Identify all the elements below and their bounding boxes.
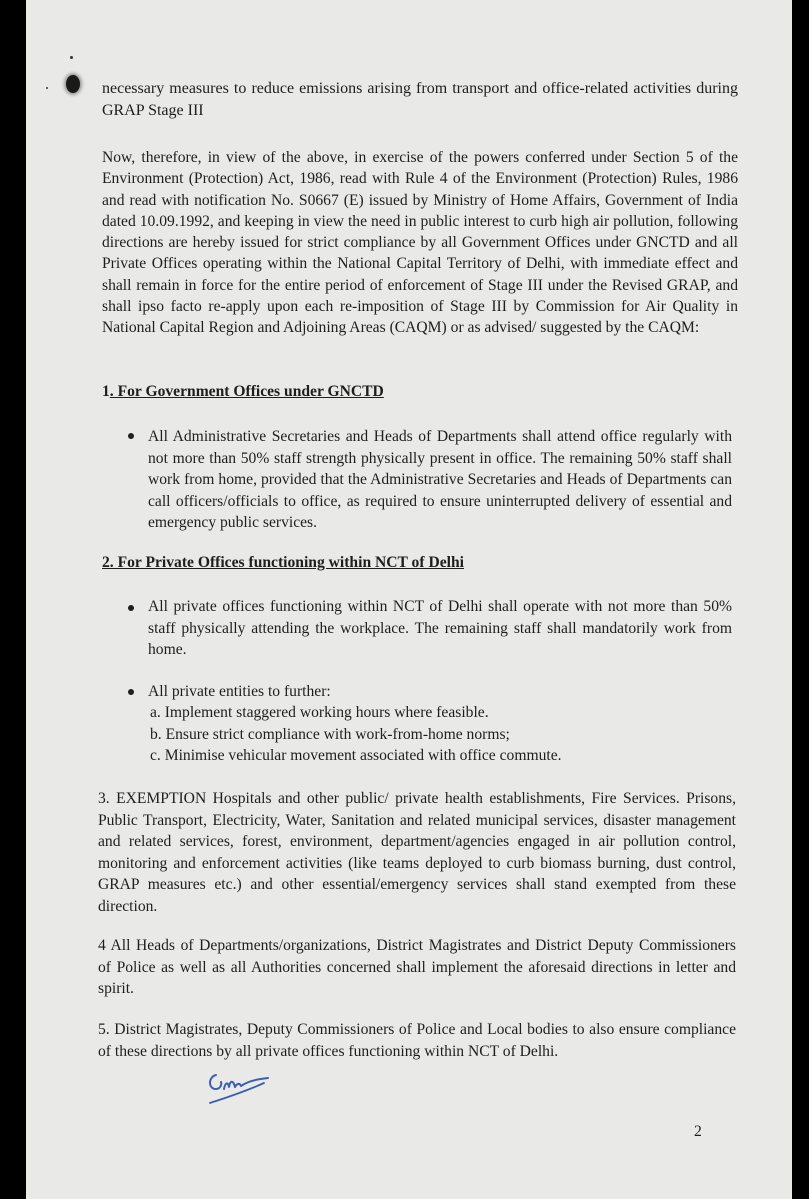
punch-hole <box>66 75 80 93</box>
bullet2-item-c: c. Minimise vehicular movement associated with office commute. <box>150 747 562 765</box>
operative-paragraph: Now, therefore, in view of the above, in exercise of the powers conferred under Section 5 of the Environment (Protection) Act, 1986, read with Rule 4 of the Environment (Protection) Rules, 1986 and read with notification No. S0667 (E) issued by Ministry of Home Affairs, Government of India dated 10.09.1992, and keeping in view the need in public interest to curb high air pollution, following directions are hereby issued for strict compliance by all Government Offices under GNCTD and all Private Offices operating within the National Capital Territory of Delhi, with immediate effect and shall remain in force for the entire period of enforcement of Stage III under the Revised GRAP, and shall ipso facto re-apply upon each re-imposition of Stage III by Commission for Air Quality in National Capital Region and Adjoining Areas (CAQM) or as advised/ suggested by the CAQM: <box>102 149 738 337</box>
scan-speck <box>70 56 73 59</box>
paragraph-5: 5. District Magistrates, Deputy Commissioners of Police and Local bodies to also ensure compliance of these directions by all private offices functioning within NCT of Delhi. <box>98 1021 736 1060</box>
paragraph-4: 4 All Heads of Departments/organizations, District Magistrates and District Deputy Commissioners of Police as well as all Authorities concerned shall implement the aforesaid directions in letter and spirit. <box>98 937 736 998</box>
document-page <box>26 0 792 1199</box>
section2-bullet-1: All private offices functioning within NCT of Delhi shall operate with not more than 50% staff physically attending the workplace. The remaining staff shall mandatorily work from home. <box>148 598 732 659</box>
signature-mark <box>202 1063 274 1107</box>
intro-fragment: necessary measures to reduce emissions arising from transport and office-related activities during GRAP Stage III <box>102 80 738 119</box>
bullet-icon <box>128 605 134 611</box>
bullet-icon <box>128 689 134 695</box>
section2-bullet-2 <box>148 681 732 767</box>
section2-heading: 2. For Private Offices functioning within NCT of Delhi <box>102 554 464 571</box>
section1-heading <box>102 381 384 402</box>
bullet2-lead: All private entities to further: <box>148 683 331 700</box>
scan-speck <box>46 87 48 89</box>
page-number: 2 <box>694 1123 702 1140</box>
bullet2-item-b: b. Ensure strict compliance with work-from-home norms; <box>150 725 510 743</box>
section1-title: . For Government Offices under GNCTD <box>109 383 384 400</box>
section1-number: 1 <box>102 383 110 400</box>
section1-bullet: All Administrative Secretaries and Heads of Departments shall attend office regularly with not more than 50% staff strength physically present in office. The remaining 50% staff shall work from home, provided that the Administrative Secretaries and Heads of Departments can call officers/officials to office, as required to ensure uninterrupted delivery of essential and emergency public services. <box>148 428 732 532</box>
bullet-icon <box>128 433 134 439</box>
paragraph-3-exemption: 3. EXEMPTION Hospitals and other public/ private health establishments, Fire Services. Prisons, Public Transport, Electricity, Water, Sanitation and related municipal services, disaster management and related services, forest, environment, department/agencies engaged in air pollution control, monitoring and enforcement activities (like teams deployed to curb biomass burning, dust control, GRAP measures etc.) and other essential/emergency services shall stand exempted from these direction. <box>98 790 736 915</box>
bullet2-item-a: a. Implement staggered working hours where feasible. <box>150 704 489 722</box>
